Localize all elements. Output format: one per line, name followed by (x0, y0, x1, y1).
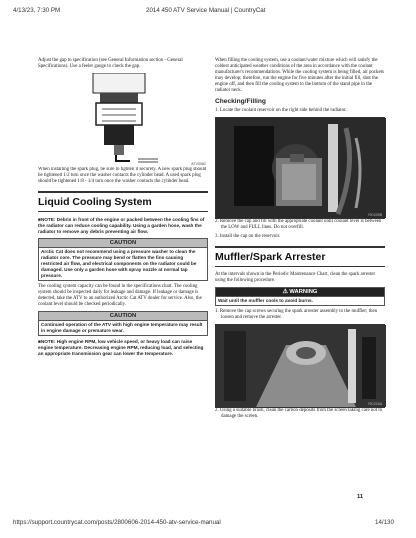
step-remove-cap-screws: 1. Remove the cap screws securing the spark arrester assembly to the muffler; then loosen and remove the arrester. (215, 309, 378, 321)
figure-code: RC224A (368, 402, 382, 407)
figure-code: ATV0082 (191, 162, 206, 167)
arrester-photo-image (216, 325, 386, 407)
caution-text: Continued operation of the ATV with high engine temperature may result in engine damage or premature wear. (41, 322, 203, 333)
step-remove-cap-fill: 2. Remove the cap and fill with the appropriate coolant until coolant level is between the LOW and FULL lines. Do not overfill. (215, 218, 382, 230)
print-datetime: 4/13/23, 7:30 PM (13, 7, 61, 14)
footer-page-count: 14/130 (375, 519, 394, 526)
caution-box-pressure-washer (38, 238, 208, 281)
step-install-cap: 3. Install the cap on the reservoir. (215, 233, 281, 239)
section-title-liquid-cooling: Liquid Cooling System (38, 191, 208, 212)
spark-arrester-photo (215, 324, 385, 408)
section-title-muffler: Muffler/Spark Arrester (215, 246, 385, 267)
footer-url[interactable]: https://support.countrycat.com/posts/2800606-2014-450-atv-service-manual (13, 519, 221, 526)
arrester-intro-paragraph: At the intervals shown in the Periodic Maintenance Chart, clean the spark arrester using the following procedure. (215, 271, 376, 284)
warning-heading: ⚠ WARNING (216, 288, 384, 297)
reservoir-photo-image (216, 118, 386, 218)
step-clean-deposits: 2. Using a suitable brush, clean the carbon deposits from the screen taking care not to damage the screen. (215, 408, 383, 420)
caution-heading: CAUTION (39, 312, 207, 321)
capacity-paragraph: The cooling system capacity can be found in the specifications chart. The cooling system should be inspected daily for leakage and damage. If leakage or damage is detected, take the ATV to an authorized Arctic Cat ATV dealer for service. Also, the coolant level should be checked periodically. (38, 283, 202, 307)
step-locate-reservoir: 1. Locate the coolant reservoir on the right side behind the radiator. (215, 107, 347, 113)
figure-code: RC039B (368, 212, 382, 217)
warning-text: Wait until the muffler cools to avoid burns. (218, 298, 313, 304)
spark-plug-figure (38, 73, 208, 167)
spark-plug-illustration (38, 73, 208, 167)
filling-paragraph: When filling the cooling system, use a coolant/water mixture which will satisfy the coldest anticipated weather conditions of the area in accordance with the coolant manufacturer's recommendations. While the cooling system is being filled, air pockets may develop; therefore, run the engine for five minutes after the initial fill, shut the engine off, and then fill the cooling system to the bottom of the stand pipe in the radiator neck. (215, 58, 384, 94)
sub-heading-checking-filling: Checking/Filling (215, 97, 266, 105)
caution-text: Arctic Cat does not recommend using a pressure washer to clean the radiator core. The pressure may bend or flatten the fins causing restricted air flow, and electrical components on the radiator could be damaged. Use only a garden hose with spray nozzle at normal tap pressure. (41, 249, 197, 278)
gap-paragraph: Adjust the gap to specification (see General Information section - General Specifications). Use a feeler gauge to check the gap. (38, 58, 183, 70)
manual-page-number: 11 (357, 494, 364, 500)
note-rpm: ■NOTE: High engine RPM, low vehicle speed, or heavy load can raise engine temperature. Decreasing engine RPM, reducing load, and selecting an appropriate transmission gear can lower the temperature. (38, 338, 204, 356)
note-debris: ■NOTE: Debris in front of the engine or packed between the cooling fins of the radiator can reduce cooling capability. Using a garden hose, wash the radiator to remove any debris preventing air flow. (38, 217, 205, 235)
caution-heading: CAUTION (39, 239, 207, 248)
caution-box-temperature (38, 311, 208, 336)
print-title: 2014 450 ATV Service Manual | CountryCat (146, 7, 266, 14)
right-column (215, 58, 385, 423)
warning-box-burns (215, 287, 385, 306)
left-column (38, 58, 208, 360)
coolant-reservoir-photo (215, 117, 385, 219)
plug-install-paragraph: When installing the spark plug, be sure to tighten it securely. A new spark plug should be tightened 1/2 turn once the washer contacts the cylinder head. A used spark plug should be tightened 1/8 - 1/4 turn once the washer contacts the cylinder head. (38, 167, 207, 185)
